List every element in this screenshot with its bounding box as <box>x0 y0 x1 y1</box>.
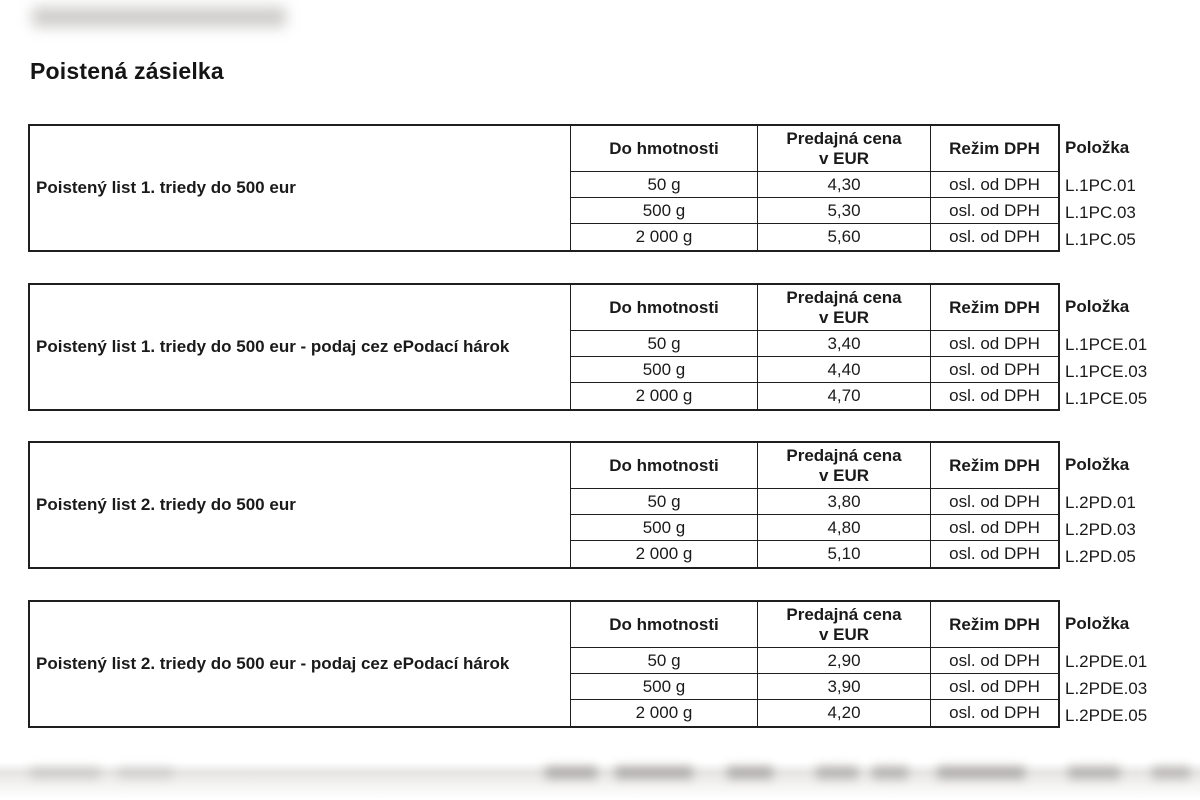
price-table-2-frame <box>28 283 1060 411</box>
item-code-column <box>1065 600 1200 729</box>
price-cell: 5,60 <box>757 224 930 250</box>
weight-cell: 500 g <box>570 674 757 700</box>
price-cell: 4,70 <box>757 383 930 409</box>
item-code: L.1PC.05 <box>1065 229 1136 249</box>
price-cell: 4,80 <box>757 515 930 541</box>
item-code: L.2PD.03 <box>1065 519 1136 539</box>
redacted-blob <box>727 766 773 779</box>
vat-cell: osl. od DPH <box>930 515 1058 541</box>
col-header-price-line2: v EUR <box>818 307 870 327</box>
vat-cell: osl. od DPH <box>930 489 1058 515</box>
price-table-1 <box>28 124 1200 253</box>
weight-cell: 2 000 g <box>570 541 757 567</box>
weight-cell: 50 g <box>570 331 757 357</box>
redacted-blob <box>545 766 597 779</box>
price-cell: 4,20 <box>757 700 930 726</box>
vat-cell: osl. od DPH <box>930 648 1058 674</box>
col-header-weight: Do hmotnosti <box>570 285 757 331</box>
item-code: L.2PDE.01 <box>1065 651 1148 671</box>
redacted-text-blur-top <box>32 7 286 27</box>
col-header-vat: Režim DPH <box>930 285 1058 331</box>
col-header-price-line1: Predajná cena <box>786 604 902 624</box>
item-code: L.2PD.05 <box>1065 546 1136 566</box>
vat-cell: osl. od DPH <box>930 198 1058 224</box>
item-code: L.2PDE.05 <box>1065 705 1148 725</box>
col-header-price-line2: v EUR <box>818 148 870 168</box>
price-table-3-frame <box>28 441 1060 569</box>
price-cell: 5,30 <box>757 198 930 224</box>
weight-cell: 2 000 g <box>570 224 757 250</box>
service-name: Poistený list 2. triedy do 500 eur - podaj cez ePodací hárok <box>36 654 510 674</box>
item-code-column <box>1065 283 1200 412</box>
price-cell: 3,40 <box>757 331 930 357</box>
vat-cell: osl. od DPH <box>930 224 1058 250</box>
redacted-blob <box>816 766 858 779</box>
redacted-blob <box>872 766 908 779</box>
col-header-weight: Do hmotnosti <box>570 126 757 172</box>
vat-cell: osl. od DPH <box>930 383 1058 409</box>
service-name: Poistený list 1. triedy do 500 eur <box>36 178 296 198</box>
vat-cell: osl. od DPH <box>930 172 1058 198</box>
redacted-blob <box>1068 766 1120 779</box>
redacted-blob <box>615 766 693 779</box>
vat-cell: osl. od DPH <box>930 674 1058 700</box>
col-header-weight: Do hmotnosti <box>570 602 757 648</box>
redacted-blob <box>118 766 173 779</box>
price-cell: 4,40 <box>757 357 930 383</box>
col-header-price-line1: Predajná cena <box>786 287 902 307</box>
price-table-4-frame <box>28 600 1060 728</box>
weight-cell: 50 g <box>570 489 757 515</box>
col-header-item: Položka <box>1065 138 1130 157</box>
col-header-item: Položka <box>1065 297 1130 316</box>
price-table-3 <box>28 441 1200 570</box>
price-cell: 5,10 <box>757 541 930 567</box>
vat-cell: osl. od DPH <box>930 700 1058 726</box>
col-header-price <box>757 285 930 331</box>
col-header-vat: Režim DPH <box>930 602 1058 648</box>
weight-cell: 2 000 g <box>570 383 757 409</box>
col-header-vat: Režim DPH <box>930 126 1058 172</box>
weight-cell: 500 g <box>570 198 757 224</box>
price-table-2 <box>28 283 1200 412</box>
price-cell: 4,30 <box>757 172 930 198</box>
item-code: L.2PDE.03 <box>1065 678 1148 698</box>
vat-cell: osl. od DPH <box>930 541 1058 567</box>
item-code: L.1PCE.01 <box>1065 334 1148 354</box>
col-header-item: Položka <box>1065 614 1130 633</box>
redacted-blob <box>937 766 1025 779</box>
weight-cell: 50 g <box>570 172 757 198</box>
col-header-price-line1: Predajná cena <box>786 128 902 148</box>
col-header-price-line1: Predajná cena <box>786 445 902 465</box>
col-header-price-line2: v EUR <box>818 624 870 644</box>
price-cell: 3,80 <box>757 489 930 515</box>
col-header-price <box>757 126 930 172</box>
weight-cell: 500 g <box>570 357 757 383</box>
weight-cell: 500 g <box>570 515 757 541</box>
redacted-blob <box>30 766 100 779</box>
vat-cell: osl. od DPH <box>930 357 1058 383</box>
page-title: Poistená zásielka <box>30 58 224 84</box>
item-code: L.1PCE.05 <box>1065 388 1148 408</box>
item-code: L.1PC.01 <box>1065 175 1136 195</box>
col-header-weight: Do hmotnosti <box>570 443 757 489</box>
item-code: L.2PD.01 <box>1065 492 1136 512</box>
item-code-column <box>1065 124 1200 253</box>
weight-cell: 50 g <box>570 648 757 674</box>
price-table-1-frame <box>28 124 1060 252</box>
col-header-vat: Režim DPH <box>930 443 1058 489</box>
price-cell: 3,90 <box>757 674 930 700</box>
vat-cell: osl. od DPH <box>930 331 1058 357</box>
item-code: L.1PC.03 <box>1065 202 1136 222</box>
col-header-price <box>757 443 930 489</box>
service-name: Poistený list 1. triedy do 500 eur - podaj cez ePodací hárok <box>36 337 510 357</box>
price-cell: 2,90 <box>757 648 930 674</box>
item-code: L.1PCE.03 <box>1065 361 1148 381</box>
col-header-item: Položka <box>1065 455 1130 474</box>
redacted-blob <box>1152 766 1190 779</box>
service-name: Poistený list 2. triedy do 500 eur <box>36 495 296 515</box>
item-code-column <box>1065 441 1200 570</box>
col-header-price-line2: v EUR <box>818 465 870 485</box>
col-header-price <box>757 602 930 648</box>
price-table-4 <box>28 600 1200 729</box>
weight-cell: 2 000 g <box>570 700 757 726</box>
